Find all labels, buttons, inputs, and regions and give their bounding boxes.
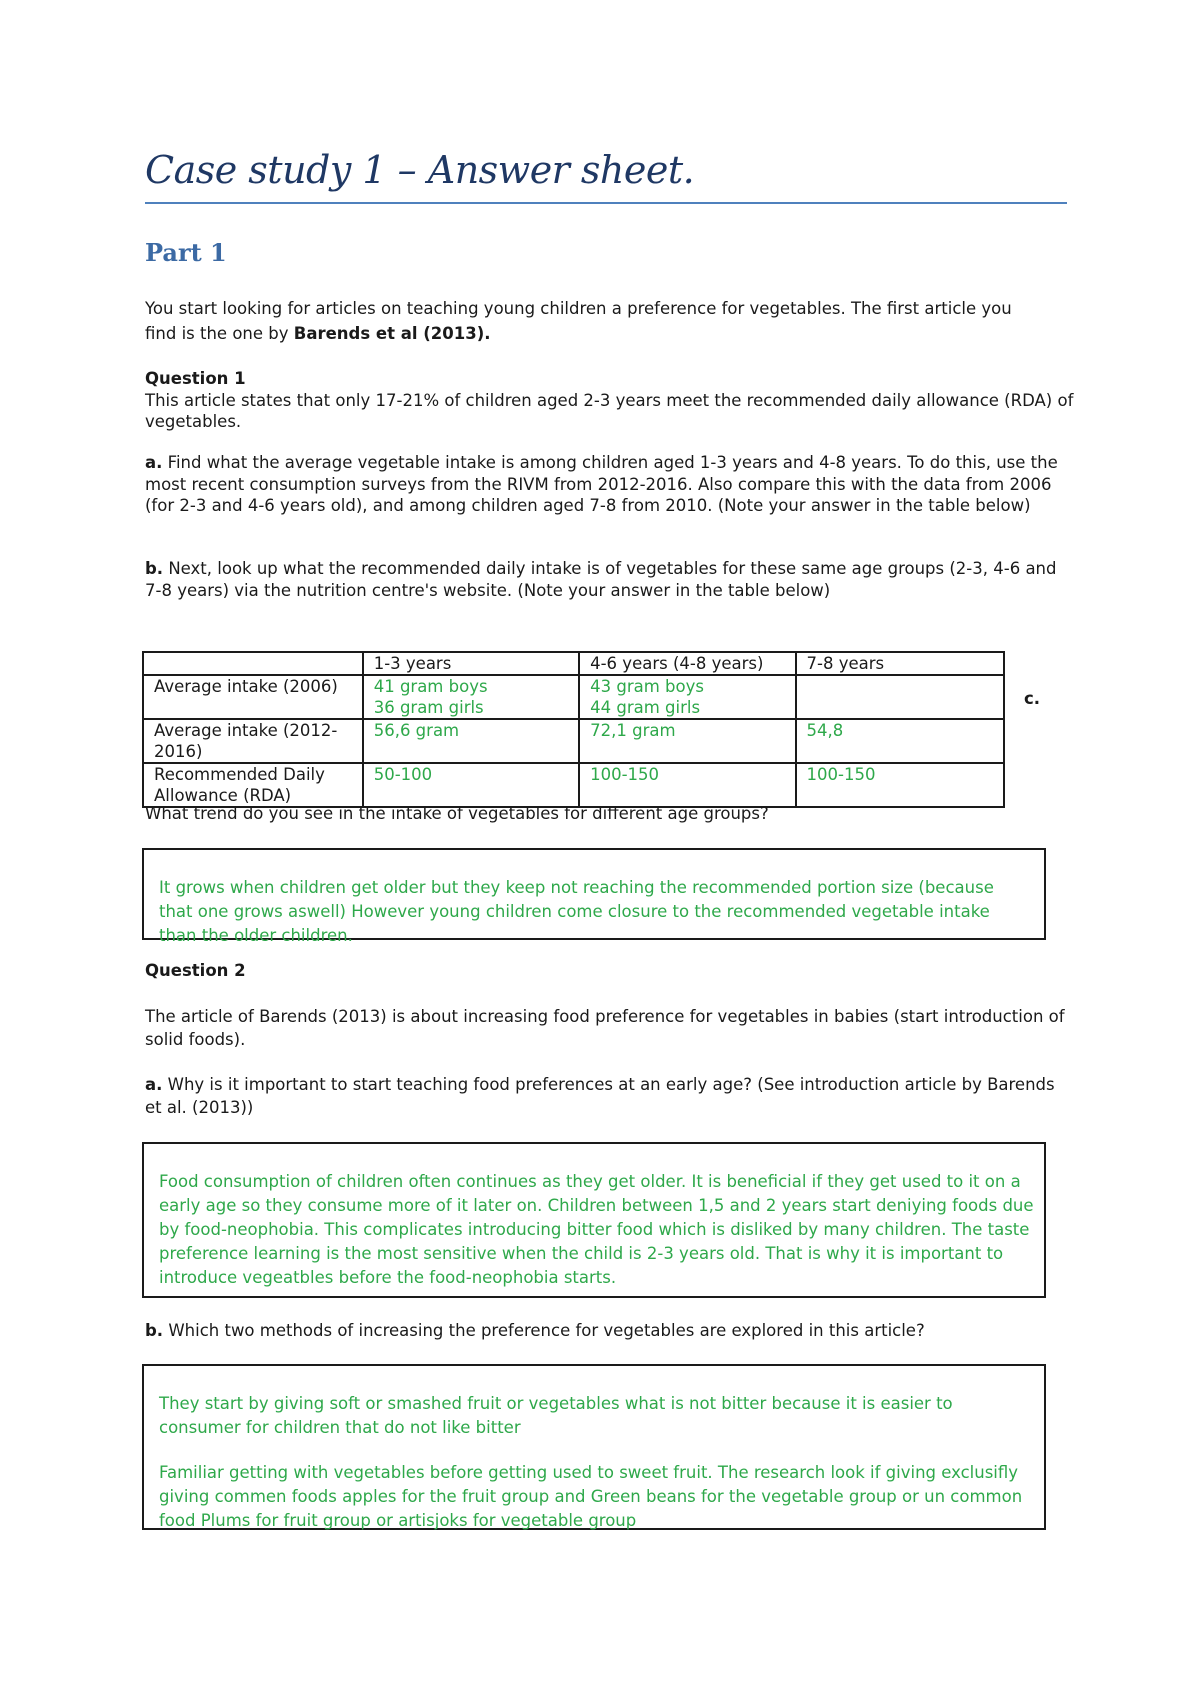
question1-a-text: Find what the average vegetable intake is among children aged 1-3 years and 4-8 years. To do this, use the most recent consumption surveys from the RIVM from 2012-2016. Also compare this with the data from 2006 (for 2-3 and 4-6 years old), and among children aged 7-8 from 2010. (Note your answer in the table below) [145, 453, 1058, 515]
table-cell: 50-100 [363, 763, 579, 807]
table-cell: 100-150 [796, 763, 1004, 807]
question2-a-label: a. [145, 1075, 163, 1094]
question2-b-label: b. [145, 1321, 164, 1340]
answer-2b-text-2: Familiar getting with vegetables before getting used to sweet fruit. The research look if giving exclusifly giving commen foods apples for the fruit group and Green beans for the vegetable group or un common food Plums for fruit group or artisjoks for vegetable group [159, 1463, 1023, 1530]
question1-text: This article states that only 17-21% of children aged 2-3 years meet the recommended daily allowance (RDA) of vegetables. [145, 390, 1074, 431]
table-cell: 43 gram boys 44 gram girls [579, 675, 795, 719]
table-row-label: Recommended Daily Allowance (RDA) [143, 763, 363, 807]
table-row-label: Average intake (2006) [143, 675, 363, 719]
question1-block [145, 368, 1075, 433]
table-row [143, 763, 1004, 807]
table-row-label: Average intake (2012-2016) [143, 719, 363, 763]
table-cell: 100-150 [579, 763, 795, 807]
table-header-cell: 7-8 years [796, 652, 1004, 675]
question2-a-text: Why is it important to start teaching food preferences at an early age? (See introduction article by Barends et al. (2013)) [145, 1075, 1055, 1117]
table-cell: 72,1 gram [579, 719, 795, 763]
answer-c-text: It grows when children get older but they keep not reaching the recommended portion size (because that one grows aswell) However young children come closure to the recommended vegetable intake than the older children. [159, 878, 994, 945]
question1-b-label: b. [145, 559, 164, 578]
question2-heading-block [145, 960, 1075, 982]
table-row [143, 675, 1004, 719]
question1-a [145, 452, 1075, 517]
table-cell [796, 675, 1004, 719]
question2-b-text: Which two methods of increasing the preference for vegetables are explored in this article? [163, 1321, 925, 1340]
table-header-cell: 1-3 years [363, 652, 579, 675]
answer-2a-text: Food consumption of children often continues as they get older. It is beneficial if they get used to it on a early age so they consume more of it later on. Children between 1,5 and 2 years start deniying foods due by food-neophobia. This complicates introducing bitter food which is disliked by many children. The taste preference learning is the most sensitive when the child is 2-3 years old. That is why it is important to introduce vegeatbles before the food-neophobia starts. [159, 1172, 1034, 1287]
part-heading: Part 1 [145, 238, 227, 267]
question1-a-label: a. [145, 453, 163, 472]
question1-heading: Question 1 [145, 369, 246, 388]
article-reference: Barends et al (2013). [293, 323, 491, 343]
intro-line2 [145, 323, 1075, 345]
question2-b [145, 1320, 1075, 1342]
question1-b [145, 558, 1075, 601]
answer-2b-text-1: They start by giving soft or smashed fruit or vegetables what is not bitter because it is easier to consumer for children that do not like bitter [159, 1394, 953, 1437]
intro-line1: You start looking for articles on teaching young children a preference for vegetables. The first article you [145, 299, 1012, 318]
intro-paragraph [145, 298, 1075, 344]
table-cell: 41 gram boys 36 gram girls [363, 675, 579, 719]
question2-a [145, 1073, 1075, 1119]
page-title: Case study 1 – Answer sheet. [145, 148, 695, 192]
table-header-row [143, 652, 1004, 675]
question2-heading: Question 2 [145, 961, 246, 980]
table-row [143, 719, 1004, 763]
question-c-label: c. [1024, 689, 1041, 708]
table-cell: 54,8 [796, 719, 1004, 763]
table-cell: 56,6 gram [363, 719, 579, 763]
question2-intro: The article of Barends (2013) is about increasing food preference for vegetables in babies (start introduction of solid foods). [145, 1007, 1065, 1049]
intake-table [142, 651, 1005, 808]
table-header-cell: 4-6 years (4-8 years) [579, 652, 795, 675]
table-header-cell [143, 652, 363, 675]
trend-question: What trend do you see in the intake of vegetables for different age groups? [145, 804, 769, 823]
intro-line2-prefix: find is the one by [145, 323, 294, 343]
question1-b-text: Next, look up what the recommended daily intake is of vegetables for these same age groups (2-3, 4-6 and 7-8 years) via the nutrition centre's website. (Note your answer in the table below) [145, 559, 1057, 600]
title-underline [145, 202, 1067, 204]
